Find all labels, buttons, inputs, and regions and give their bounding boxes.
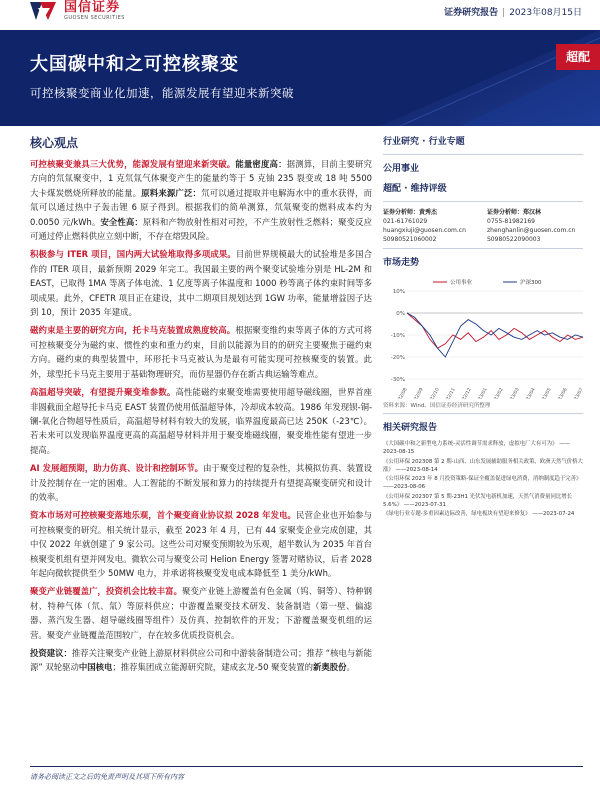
related-reports-title: 相关研究报告 — [383, 423, 438, 433]
paragraph-lead: 磁约束是主要的研究方向，托卡马克装置成熟度较高。 — [30, 325, 236, 336]
sidebar-column — [383, 134, 583, 520]
related-report-item[interactable]: 《大国碳中和之新型电力系统-灵活性调节需求释放，虚拟电厂大有可为》 ——2023-08-15 — [383, 441, 570, 456]
report-type: 证券研究报告 — [444, 8, 499, 18]
paragraph-text: ；推荐集团成立能源研究院，建成玄龙-50 聚变装置的 — [112, 662, 313, 673]
x-tick-label: 22/08 — [397, 387, 409, 399]
legend-label: 公用事业 — [450, 280, 473, 286]
related-report-item[interactable]: 《公用环保 202308 第 2 期-山西、山东发展辅助服务相关政策，欧洲天然气价格大涨》 ——2023-08-14 — [383, 458, 583, 473]
x-tick-label: 23/01 — [477, 387, 489, 399]
related-report-item[interactable]: 《公用环保 202307 第 5 期-23H1 光伏发电新机加速，天然气消费量同比增长 5.6%》 ——2023-07-31 — [383, 493, 573, 509]
industry-line: 行业研究 · 行业专题 — [383, 137, 465, 147]
logo-name-cn: 国信证券 — [64, 0, 121, 15]
paragraph-text: 推荐关注聚变产业链上游原材料供应公司和中游装备制造公司；推荐 “核电与新能源” 双轮驱动 — [30, 648, 372, 673]
x-tick-label: 22/09 — [413, 387, 425, 399]
related-report-item[interactable]: 《公用环保 2023 年 8 月投资策略-保证全覆盖促进绿电消费，消纳制度趋于完善》 ——2023-08-06 — [383, 476, 582, 491]
paragraph-text: 原料和产物放射性相对可控，不产生放射性乏燃料；聚变反应可通过停止燃料供应立刻中断，不存在熔毁风险。 — [30, 216, 372, 242]
paragraph-lead: 资本市场对可控核聚变落地乐观，首个聚变商业协议拟 2028 年发电。 — [30, 510, 296, 521]
report-date: 2023年08月15日 — [509, 8, 582, 18]
market-trend-svg — [383, 275, 588, 399]
core-view-paragraph — [30, 508, 372, 580]
paragraph-text: 氘可以通过提取并电解海水中的重水获得，而氚可以通过热中子轰击锂 6 原子得到。根据我们的简单测算，氘氚聚变的燃料成本约为 0.0050 元/kWh。 — [30, 187, 373, 227]
sector-name: 公用事业 — [383, 164, 420, 174]
paragraph-text: 中国核电 — [78, 662, 113, 673]
analyst-1-cert: S0980521060002 — [383, 236, 437, 243]
y-tick-label: 10% — [392, 289, 405, 295]
x-tick-label: 23/07 — [573, 387, 585, 399]
paragraph-lead: 积极参与 ITER 项目，国内两大试验堆取得多项成果。 — [30, 249, 236, 260]
related-report-item[interactable]: 《绿电行业专题-多重因素边际改善，绿电板块有望迎来修复》 ——2023-07-24 — [383, 511, 575, 518]
paragraph-lead: AI 发展超预期，助力仿真、设计和控制环节。 — [30, 463, 204, 474]
paragraph-text: 能量密度高： — [235, 159, 287, 169]
paragraph-text: 由于聚变过程的复杂性，其模拟仿真、装置设计及控制存在一定的困难。人工智能的不断发展和算力的持续提升有望提高聚变研究和设计的效率。 — [30, 463, 373, 502]
market-trend-chart — [383, 275, 588, 399]
report-subtitle: 可控核聚变商业化加速，能源发展有望迎来新突破 — [30, 86, 294, 100]
x-tick-label: 22/12 — [461, 387, 473, 399]
chart-source: 资料来源：Wind、国信证券经济研究所整理 — [383, 403, 491, 409]
guosen-logo — [28, 0, 125, 22]
paragraph-text: 安全性高： — [100, 216, 143, 227]
guosen-logo-icon — [28, 0, 58, 22]
analyst-1-name: 证券分析师：黄秀杰 — [383, 209, 438, 216]
rating-tag: 超配 — [556, 44, 600, 70]
analyst-2-phone: 0755-81982169 — [487, 218, 535, 225]
analyst-2-cert: S0980522090003 — [487, 236, 541, 243]
x-tick-label: 23/06 — [557, 387, 569, 399]
legend-label: 沪深300 — [520, 280, 542, 286]
core-view-paragraph — [30, 385, 372, 457]
paragraph-text: 高性能磁约束聚变堆需要使用超导磁线圈，世界首座非圆截面全超导托卡马克 EAST 装置仍使用低温超导体，冷却成本较高。1986 年发现钡-铜-镧-氧化合物超导性质后，高温超导材料有较大的发展，临界温度最高已达 250K（-23℃）。若未来可以发现临界温度更高的高温超导材料并用于聚变堆磁线圈，聚变堆性能有望进一步提高。 — [30, 387, 373, 455]
analyst-2-name: 证券分析师：郑汉林 — [487, 209, 542, 216]
x-tick-label: 23/05 — [541, 387, 553, 399]
y-tick-label: 0% — [396, 311, 405, 317]
paragraph-lead: 可控核聚变兼具三大优势，能源发展有望迎来新突破。 — [30, 159, 236, 169]
analyst-1-email[interactable]: huangxiuji@guosen.com.cn — [383, 227, 466, 234]
core-views-column — [30, 134, 372, 679]
top-bar — [0, 0, 600, 30]
core-view-paragraph — [30, 323, 372, 381]
paragraph-text: 。 — [346, 662, 355, 673]
core-view-paragraph — [30, 584, 372, 642]
report-meta: 证券研究报告 | 2023年08月15日 — [444, 8, 582, 18]
core-view-paragraph — [30, 461, 372, 504]
title-banner — [0, 30, 600, 126]
analyst-info — [383, 208, 583, 244]
core-view-paragraph — [30, 247, 372, 319]
paragraph-lead: 高温超导突破，有望提升聚变堆参数。 — [30, 387, 176, 398]
paragraph-text: 民营企业也开始参与可控核聚变的研究。相关统计显示，截至 2023 年 4 月，已有 44 家聚变企业完成创建，其中仅 2022 年就创建了 9 家公司。这些公司对聚变预期较为乐观，超半数认为 2035 年首台核聚变机组有望并网发电。微软公司与聚变公司 Helion Energy 签署对赌协议，后者 2028 年起向微软提供至少 50MW 电力，并承诺将核聚变发电成本降低至 1 美分/kWh。 — [30, 510, 373, 578]
section-title: 核心观点 — [30, 136, 79, 150]
paragraph-text: 聚变产业链上游覆盖有色金属（钨、铜等）、特种钢材、特种气体（氘、氚）等原料供应；中游覆盖聚变技术研发、装备制造（第一壁、偏滤器、蒸汽发生器、超导磁线圈等组件）及仿真、控制软件的开发；下游覆盖聚变机组的运营。聚变产业链覆盖范围较广，存在较多优质投资机会。 — [30, 586, 372, 640]
paragraph-lead: 聚变产业链覆盖广，投资机会比较丰富。 — [30, 586, 183, 597]
analyst-1 — [383, 208, 479, 244]
y-tick-label: -20% — [390, 355, 405, 361]
y-tick-label: -30% — [390, 377, 405, 383]
core-view-paragraph — [30, 157, 372, 243]
core-view-paragraph — [30, 646, 372, 675]
paragraph-lead: 投资建议： — [30, 648, 72, 658]
rating-line: 超配 · 维持评级 — [383, 184, 447, 194]
paragraph-text: 目前世界规模最大的试验堆是多国合作的 ITER 项目，最新预期 2029 年完工。我国最主要的两个聚变试验堆分别是 HL-2M 和 EAST，已取得 1MA 等离子体电流、1 亿度等离子体温度和 1000 秒等离子体约束时间等多项成果。此外，CFETR 项目正在建设，其中二期项目规划达到 1GW 功率，能量增益因子达到 10，预计 2035 年建成。 — [30, 249, 372, 318]
core-views-body — [30, 157, 372, 675]
paragraph-text: 新奥股份 — [312, 662, 347, 673]
series-line-0 — [407, 313, 583, 348]
x-tick-label: 23/03 — [509, 387, 521, 399]
logo-name-en: GUOSEN SECURITIES — [64, 15, 125, 21]
related-reports-list — [383, 440, 583, 519]
paragraph-text: 根据聚变维约束等离子体的方式可将可控核聚变分为磁约束、惯性约束和重力约束，目前以能源为目的的研究主要聚焦于磁约束方向。磁约束的典型装置中，环形托卡马克被认为是最有可能实现可控核聚变的装置。此外，球型托卡马克主要用于基础物理研究，而仿星器仍存在新古典运输等难点。 — [30, 325, 373, 379]
y-tick-label: -10% — [390, 333, 405, 339]
market-trend-title: 市场走势 — [383, 258, 420, 268]
analyst-2 — [487, 208, 583, 244]
x-tick-label: 23/02 — [493, 387, 505, 399]
report-title: 大国碳中和之可控核聚变 — [30, 54, 239, 75]
footer-divider — [30, 766, 583, 767]
footer-disclaimer: 请务必阅读正文之后的免责声明及其项下所有内容 — [30, 773, 184, 781]
analyst-2-email[interactable]: zhenghanlin@guosen.com.cn — [487, 227, 576, 234]
paragraph-text: 据测算，目前主要研究方向的氘氚聚变中，1 克氘氚气体聚变产生的能量约等于 5 克铀 235 裂变或 18 吨 5500 大卡煤炭燃烧所释放的能量。 — [30, 159, 373, 198]
x-tick-label: 22/10 — [429, 387, 441, 399]
x-tick-label: 23/04 — [525, 387, 537, 399]
analyst-1-phone: 021-61761029 — [383, 218, 428, 225]
x-tick-label: 22/11 — [445, 387, 457, 399]
paragraph-text: 原料来源广泛： — [141, 187, 202, 198]
